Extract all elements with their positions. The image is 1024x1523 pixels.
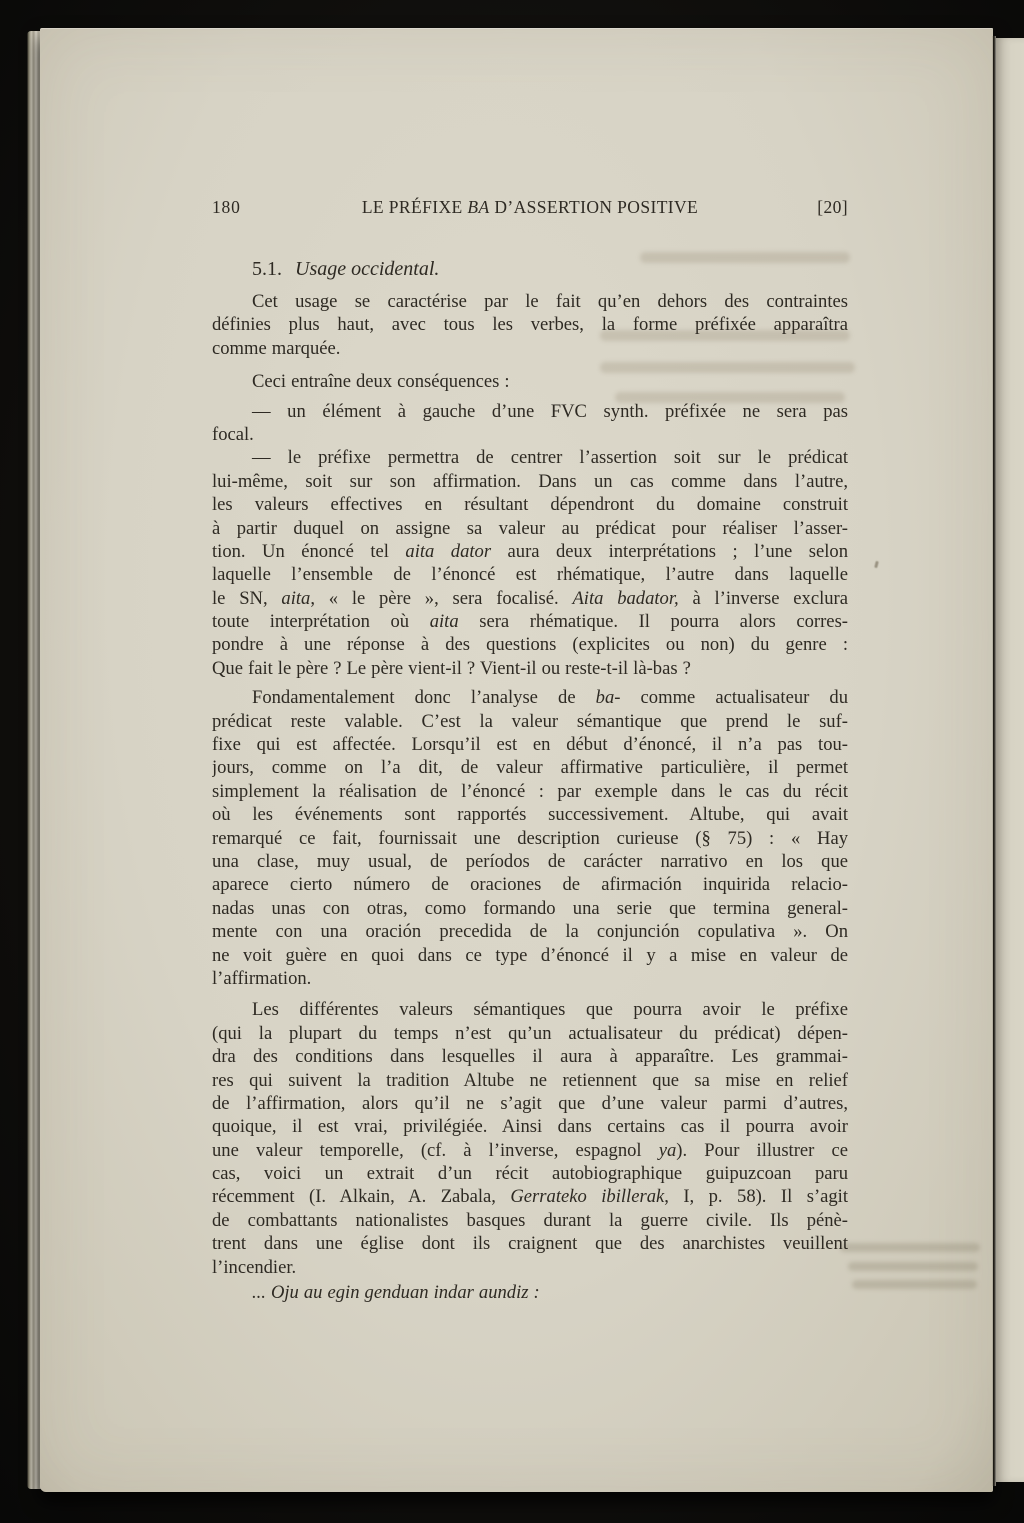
text-line: de l’affirmation, alors qu’il ne s’agit que d’une valeur parmi d’autres, — [212, 1092, 848, 1114]
text-line: (qui la plupart du temps n’est qu’un actualisateur du prédicat) dépen- — [212, 1022, 848, 1044]
text-line: quoique, il est vrai, privilégiée. Ainsi dans certains cas il pourra avoir — [212, 1116, 848, 1138]
page-number: 180 — [212, 197, 241, 217]
text-line: res qui suivent la tradition Altube ne retiennent que sa mise en relief — [212, 1069, 848, 1091]
text-line: fixe qui est affectée. Lorsqu’il est en début d’énoncé, il n’a pas tou- — [212, 734, 848, 756]
text-line: prédicat reste valable. C’est la valeur sémantique que prend le suf- — [212, 710, 848, 732]
text-line: de combattants nationalistes basques durant la guerre civile. Ils pénè- — [212, 1209, 848, 1231]
page-content — [212, 196, 848, 1304]
running-header — [212, 196, 848, 218]
text-line: le SN, aita, « le père », sera focalisé. Aita badator, à l’inverse exclura — [212, 587, 848, 609]
section-number: 5.1. — [252, 258, 282, 280]
section-heading — [212, 257, 848, 281]
text-line: lui-même, soit sur son affirmation. Dans un cas comme dans l’autre, — [212, 470, 848, 492]
ink-bleedthrough — [852, 1280, 977, 1289]
text-line: l’incendier. — [212, 1256, 297, 1278]
text-line: les valeurs effectives en résultant dépendront du domaine construit — [212, 494, 848, 516]
text-line: toute interprétation où aita sera rhématique. Il pourra alors corres- — [212, 611, 848, 633]
text-line: simplement la réalisation de l’énoncé : par exemple dans le cas du récit — [212, 780, 848, 802]
text-line: cas, voici un extrait d’un récit autobiographique guipuzcoan paru — [212, 1163, 848, 1185]
ink-bleedthrough — [848, 1262, 978, 1271]
body-paragraph — [212, 370, 848, 393]
body-paragraph — [212, 446, 848, 680]
text-line: Fondamentalement donc l’analyse de ba- comme actualisateur du — [252, 687, 848, 709]
text-line: comme marquée. — [212, 337, 341, 359]
text-line: récemment (I. Alkain, A. Zabala, Gerrateko ibillerak, I, p. 58). Il s’agit — [212, 1186, 848, 1208]
text-line: ... Oju au egin genduan indar aundiz : — [252, 1282, 540, 1304]
text-line: — le préfixe permettra de centrer l’assertion soit sur le prédicat — [252, 447, 848, 469]
text-line: où les événements sont rapportés successivement. Altube, qui avait — [212, 804, 848, 826]
text-line: jours, comme on l’a dit, de valeur affirmative particulière, il permet — [212, 757, 848, 779]
text-line: focal. — [212, 423, 254, 445]
text-line: pondre à une réponse à des questions (explicites ou non) du genre : — [212, 634, 848, 656]
book-page — [40, 28, 993, 1492]
text-line: laquelle l’ensemble de l’énoncé est rhématique, l’autre dans laquelle — [212, 564, 848, 586]
text-line: tion. Un énoncé tel aita dator aura deux interprétations ; l’une selon — [212, 540, 848, 562]
text-line: trent dans une église dont ils craignent que des anarchistes veuillent — [212, 1233, 848, 1255]
body-paragraph — [212, 290, 848, 360]
column-reference: [20] — [817, 197, 848, 217]
text-line: remarqué ce fait, fournissait une description curieuse (§ 75) : « Hay — [212, 827, 848, 849]
text-line: définies plus haut, avec tous les verbes, la forme préfixée apparaîtra — [212, 314, 848, 336]
text-line: Ceci entraîne deux conséquences : — [252, 371, 510, 393]
text-line: ne voit guère en quoi dans ce type d’énoncé il y a mise en valeur de — [212, 944, 848, 966]
section-title: Usage occidental. — [295, 258, 440, 280]
text-line: aparece cierto número de oraciones de afirmación inquirida relacio- — [212, 874, 848, 896]
body-paragraph — [212, 400, 848, 447]
text-line: dra des conditions dans lesquelles il aura à apparaître. Les grammai- — [212, 1046, 848, 1068]
text-line: à partir duquel on assigne sa valeur au prédicat pour réaliser l’asser- — [212, 517, 848, 539]
quote-line — [212, 1281, 848, 1304]
text-line: nadas unas con otras, como formando una serie que termina general- — [212, 897, 848, 919]
text-line: l’affirmation. — [212, 967, 312, 989]
text-line: — un élément à gauche d’une FVC synth. préfixée ne sera pas — [252, 400, 848, 422]
text-line: mente con una oración precedida de la conjunción copulativa ». On — [212, 921, 848, 943]
body-paragraph — [212, 998, 848, 1279]
facing-page-edge — [996, 38, 1024, 1482]
text-line: une valeur temporelle, (cf. à l’inverse, espagnol ya). Pour illustrer ce — [212, 1139, 848, 1161]
text-line: Cet usage se caractérise par le fait qu’en dehors des contraintes — [252, 291, 848, 312]
running-title: LE PRÉFIXE BA D’ASSERTION POSITIVE — [361, 197, 699, 217]
text-line: Les différentes valeurs sémantiques que pourra avoir le préfixe — [252, 999, 848, 1021]
text-line: Que fait le père ? Le père vient-il ? Vient-il ou reste-t-il là-bas ? — [212, 657, 691, 679]
paper-speck — [874, 561, 879, 569]
body-paragraph — [212, 686, 848, 990]
text-line: una clase, muy usual, de períodos de carácter narrativo en los que — [212, 850, 848, 872]
ink-bleedthrough — [840, 1243, 980, 1252]
